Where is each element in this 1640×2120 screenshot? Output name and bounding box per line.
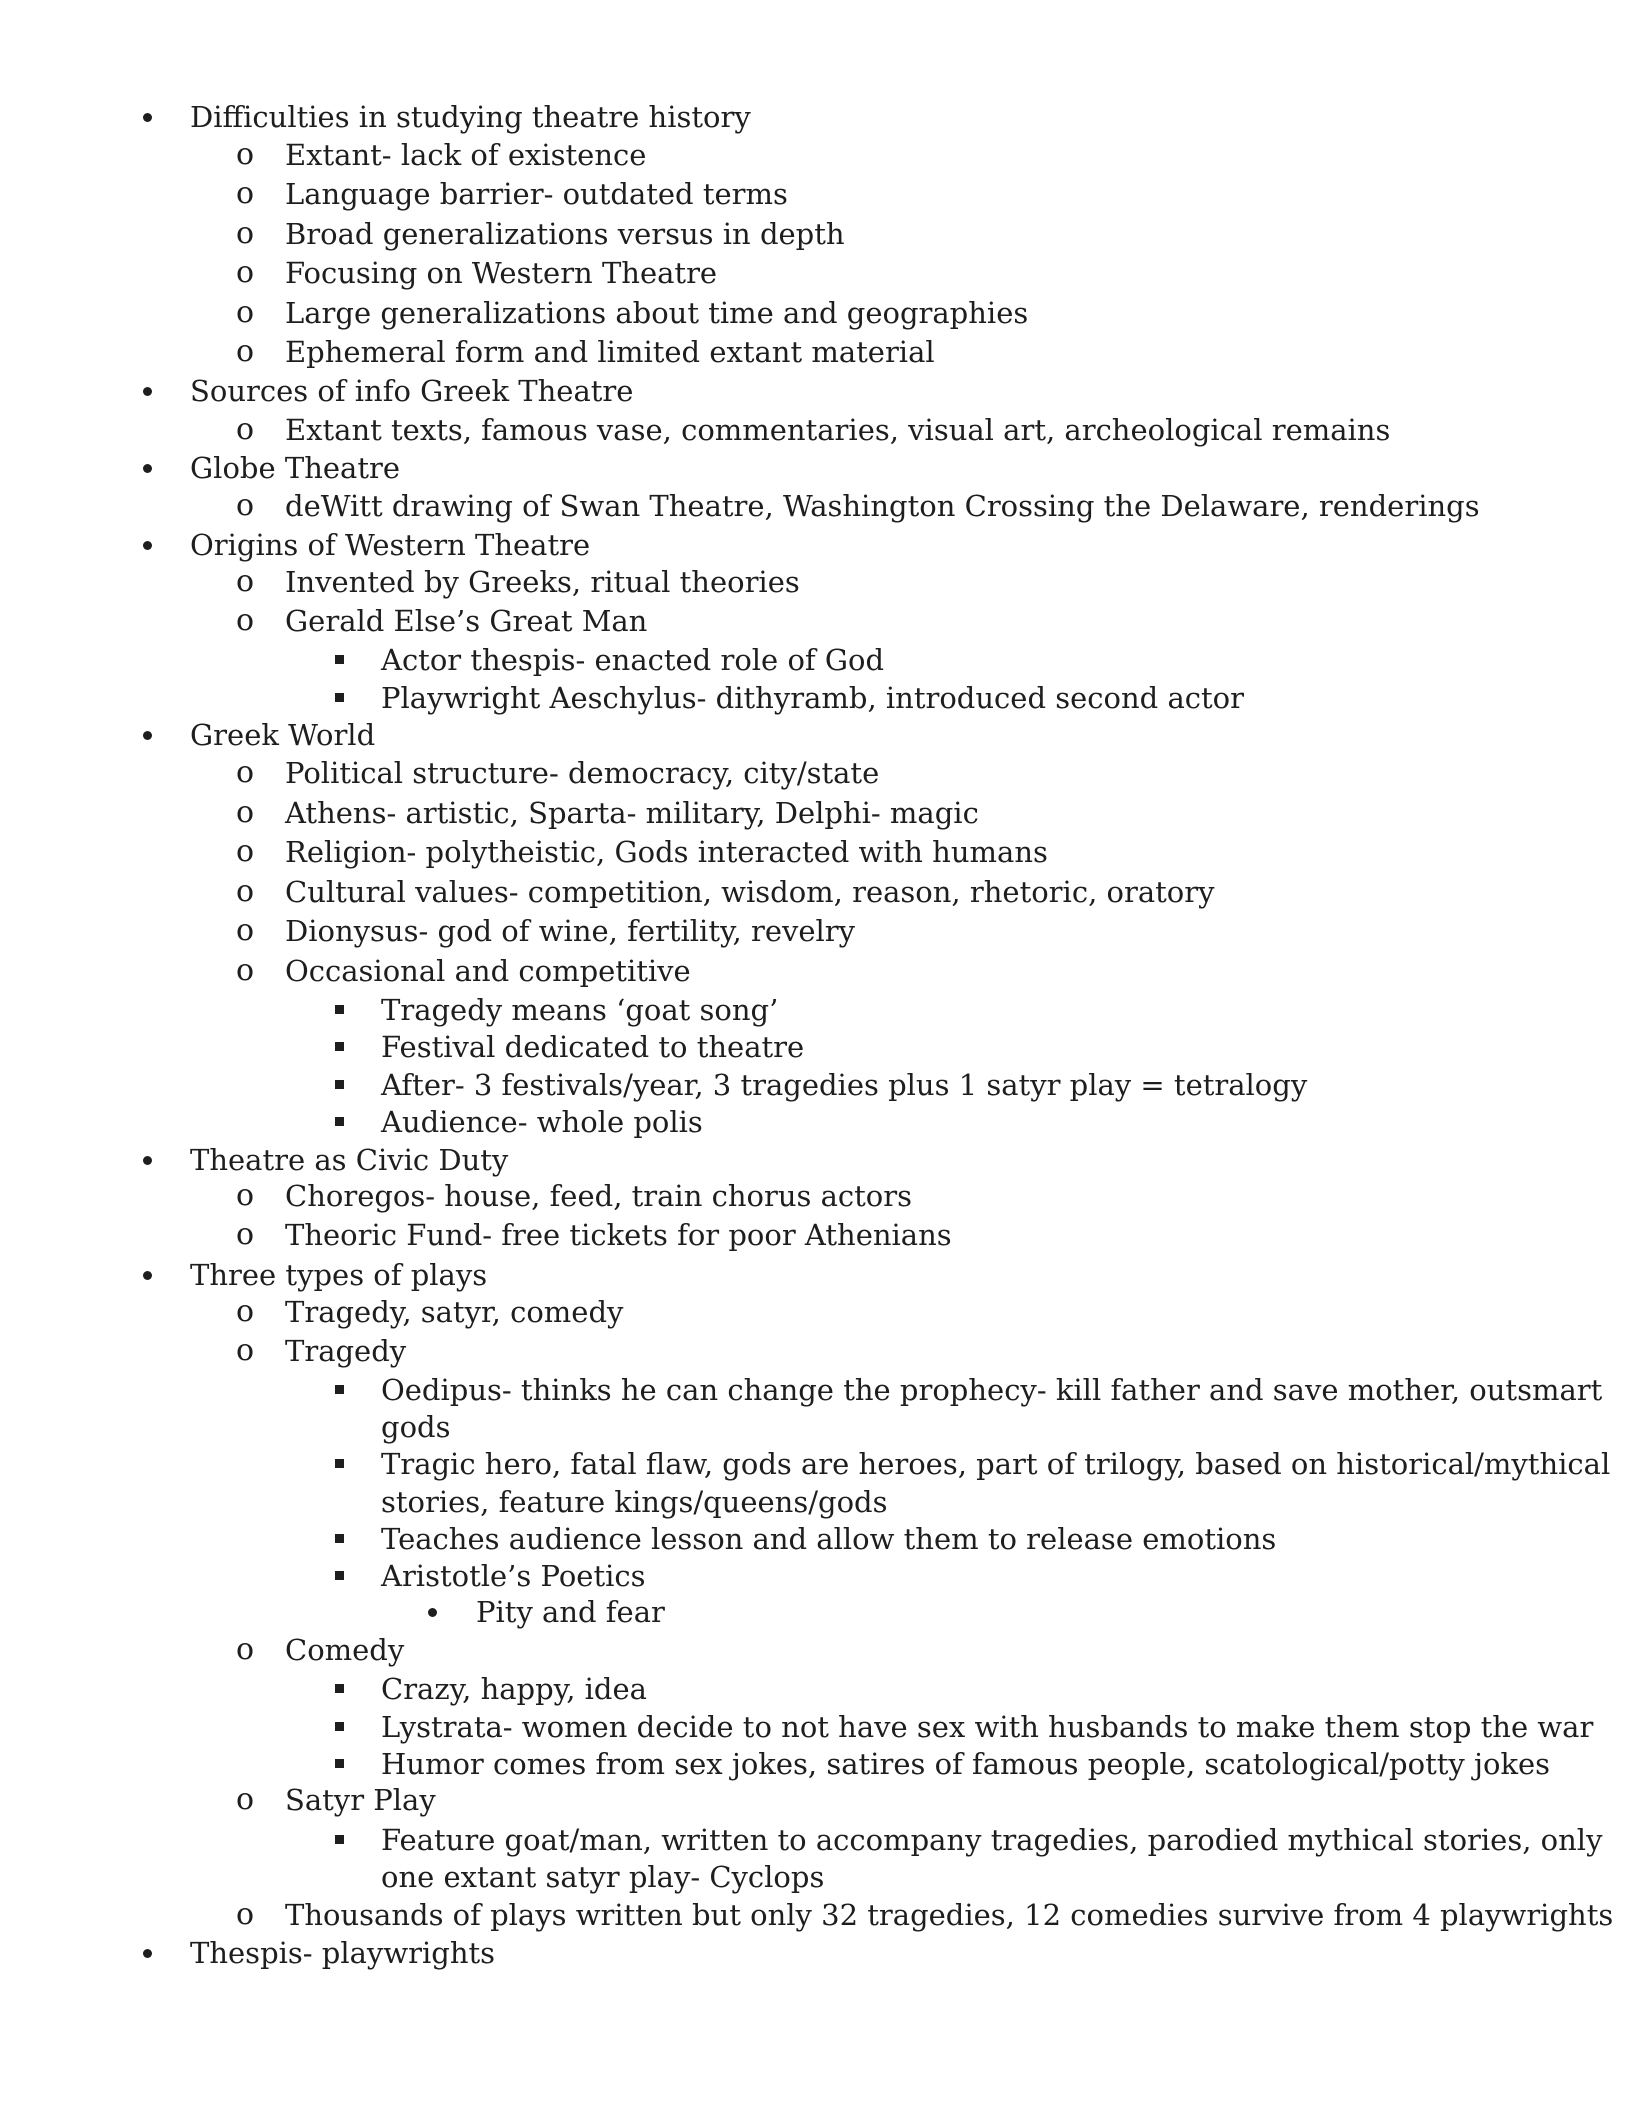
- outline-item-text: Pity and fear: [476, 1595, 665, 1629]
- bullet-marker: [140, 526, 158, 564]
- outline-item-text: Festival dedicated to theatre: [381, 1030, 805, 1064]
- outline-item-text: Gerald Else’s Great Man: [285, 604, 648, 638]
- outline-item-text: deWitt drawing of Swan Theatre, Washington Crossing the Delaware, renderings: [285, 489, 1480, 523]
- bullet-marker: o: [236, 953, 255, 988]
- outline-item-text: Tragedy, satyr, comedy: [285, 1295, 624, 1329]
- bullet-marker: o: [236, 1632, 255, 1667]
- bullet-marker: o: [236, 913, 255, 948]
- bullet-marker: o: [236, 1217, 255, 1252]
- bullet-marker: [140, 1934, 158, 1972]
- outline-item-text: Comedy: [285, 1633, 405, 1667]
- outline-item-text: Cultural values- competition, wisdom, reason, rhetoric, oratory: [285, 875, 1215, 909]
- outline-item-text: Aristotle’s Poetics: [381, 1559, 646, 1593]
- bullet-marker: o: [236, 1897, 255, 1932]
- outline-item-text: Language barrier- outdated terms: [285, 177, 788, 211]
- outline-item-text: Feature goat/man, written to accompany tragedies, parodied mythical stories, only: [381, 1823, 1603, 1857]
- bullet-marker: [140, 372, 158, 410]
- outline-item-text: Audience- whole polis: [381, 1105, 703, 1139]
- bullet-marker: [333, 1557, 347, 1595]
- bullet-marker: o: [236, 1782, 255, 1817]
- outline-item-text: Satyr Play: [285, 1783, 436, 1817]
- bullet-marker: [333, 1445, 347, 1483]
- outline-item-text: Humor comes from sex jokes, satires of famous people, scatological/potty jokes: [381, 1747, 1551, 1781]
- outline-item-text: Dionysus- god of wine, fertility, revelry: [285, 914, 856, 948]
- outline-item-text: gods: [381, 1410, 451, 1444]
- outline-item-text: Tragedy: [285, 1334, 407, 1368]
- outline-item-text: Globe Theatre: [190, 451, 400, 485]
- bullet-marker: [140, 716, 158, 754]
- bullet-marker: [333, 1028, 347, 1066]
- outline-item-text: Extant- lack of existence: [285, 138, 647, 172]
- bullet-marker: [140, 98, 158, 136]
- bullet-marker: o: [236, 334, 255, 369]
- bullet-marker: o: [236, 137, 255, 172]
- outline-item-text: Three types of plays: [190, 1258, 488, 1292]
- outline-item-text: Thousands of plays written but only 32 tragedies, 12 comedies survive from 4 playwrights: [285, 1898, 1614, 1932]
- outline-item-text: Theoric Fund- free tickets for poor Athenians: [285, 1218, 952, 1252]
- bullet-marker: o: [236, 176, 255, 211]
- outline-item-text: Large generalizations about time and geographies: [285, 296, 1029, 330]
- bullet-marker: [140, 1256, 158, 1294]
- outline-item-text: one extant satyr play- Cyclops: [381, 1860, 825, 1894]
- bullet-marker: [140, 1141, 158, 1179]
- bullet-marker: [333, 1371, 347, 1409]
- outline-item-text: Broad generalizations versus in depth: [285, 217, 845, 251]
- bullet-marker: [333, 1670, 347, 1708]
- bullet-marker: [333, 679, 347, 717]
- outline-item-text: Crazy, happy, idea: [381, 1672, 647, 1706]
- outline-item-text: Political structure- democracy, city/state: [285, 756, 880, 790]
- bullet-marker: o: [236, 412, 255, 447]
- bullet-marker: o: [236, 216, 255, 251]
- bullet-marker: o: [236, 564, 255, 599]
- outline-item-text: Difficulties in studying theatre history: [190, 100, 751, 134]
- bullet-marker: o: [236, 874, 255, 909]
- bullet-marker: [140, 449, 158, 487]
- outline-item-text: stories, feature kings/queens/gods: [381, 1485, 888, 1519]
- bullet-marker: [333, 1520, 347, 1558]
- outline-item-text: Tragedy means ‘goat song’: [381, 993, 779, 1027]
- bullet-marker: o: [236, 834, 255, 869]
- bullet-marker: [333, 1103, 347, 1141]
- bullet-marker: o: [236, 1333, 255, 1368]
- outline-item-text: Occasional and competitive: [285, 954, 691, 988]
- bullet-marker: o: [236, 488, 255, 523]
- outline-item-text: Teaches audience lesson and allow them to release emotions: [381, 1522, 1277, 1556]
- bullet-marker: o: [236, 295, 255, 330]
- outline-item-text: Greek World: [190, 718, 376, 752]
- bullet-marker: o: [236, 255, 255, 290]
- outline-item-text: Thespis- playwrights: [190, 1936, 496, 1970]
- bullet-marker: o: [236, 755, 255, 790]
- bullet-marker: [426, 1593, 440, 1631]
- outline-item-text: Origins of Western Theatre: [190, 528, 591, 562]
- outline-item-text: Invented by Greeks, ritual theories: [285, 565, 800, 599]
- bullet-marker: o: [236, 795, 255, 830]
- outline-item-text: Tragic hero, fatal flaw, gods are heroes, part of trilogy, based on historical/mythical: [381, 1447, 1611, 1481]
- outline-item-text: Choregos- house, feed, train chorus actors: [285, 1179, 913, 1213]
- bullet-marker: o: [236, 1178, 255, 1213]
- bullet-marker: [333, 1745, 347, 1783]
- outline-item-text: Playwright Aeschylus- dithyramb, introduced second actor: [381, 681, 1244, 715]
- bullet-marker: [333, 1821, 347, 1859]
- bullet-marker: [333, 1708, 347, 1746]
- bullet-marker: [333, 641, 347, 679]
- bullet-marker: o: [236, 1294, 255, 1329]
- outline-item-text: Extant texts, famous vase, commentaries, visual art, archeological remains: [285, 413, 1391, 447]
- bullet-marker: [333, 1066, 347, 1104]
- outline-item-text: Theatre as Civic Duty: [190, 1143, 509, 1177]
- outline-item-text: Oedipus- thinks he can change the prophecy- kill father and save mother, outsmart: [381, 1373, 1603, 1407]
- bullet-marker: o: [236, 603, 255, 638]
- outline-item-text: Ephemeral form and limited extant material: [285, 335, 935, 369]
- outline-item-text: Focusing on Western Theatre: [285, 256, 718, 290]
- outline-item-text: Lystrata- women decide to not have sex with husbands to make them stop the war: [381, 1710, 1594, 1744]
- outline-item-text: After- 3 festivals/year, 3 tragedies plus 1 satyr play = tetralogy: [381, 1068, 1308, 1102]
- outline-item-text: Actor thespis- enacted role of God: [381, 643, 885, 677]
- outline-item-text: Sources of info Greek Theatre: [190, 374, 634, 408]
- outline-item-text: Religion- polytheistic, Gods interacted with humans: [285, 835, 1048, 869]
- bullet-marker: [333, 991, 347, 1029]
- outline-item-text: Athens- artistic, Sparta- military, Delphi- magic: [285, 796, 979, 830]
